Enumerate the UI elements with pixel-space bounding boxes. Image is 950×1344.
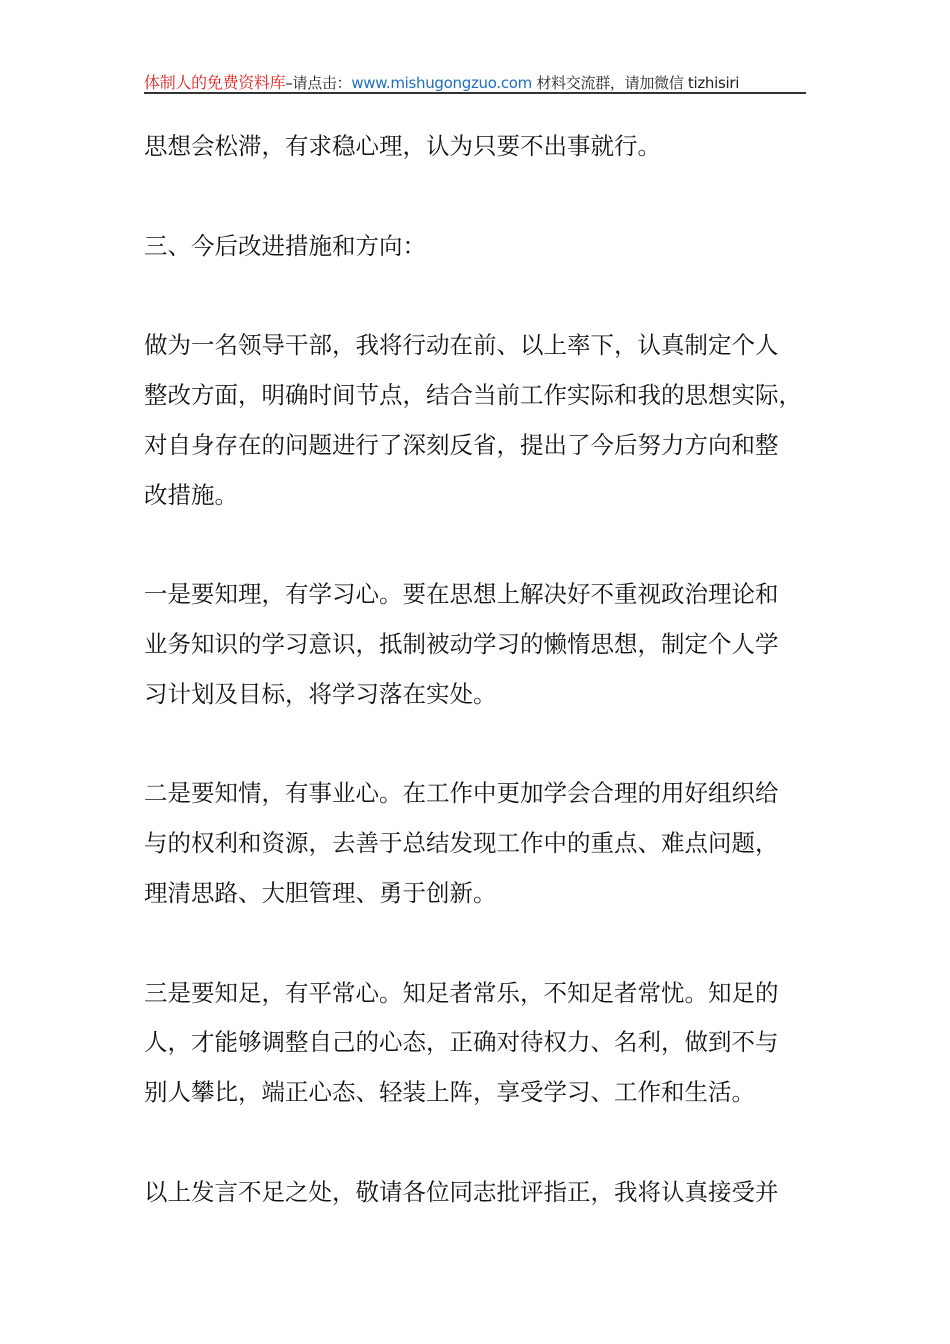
- paragraph-line: 思想会松滞，有求稳心理，认为只要不出事就行。: [144, 132, 661, 160]
- paragraph: [144, 574, 824, 723]
- paragraph-line: 与的权利和资源，去善于总结发现工作中的重点、难点问题，: [144, 829, 779, 858]
- paragraph: [144, 325, 824, 524]
- paragraph-line: 整改方面，明确时间节点，结合当前工作实际和我的思想实际，: [144, 380, 802, 409]
- header-brand: 体制人的免费资料库: [144, 73, 286, 92]
- paragraph-line: 以上发言不足之处，敬请各位同志批评指正，我将认真接受并: [144, 1177, 779, 1206]
- paragraph-line: 一是要知理，有学习心。要在思想上解决好不重视政治理论和: [144, 580, 779, 609]
- paragraph-line: 二是要知情，有事业心。在工作中更加学会合理的用好组织给: [144, 779, 779, 808]
- paragraph-line: 做为一名领导干部，我将行动在前、以上率下，认真制定个人: [144, 331, 779, 360]
- paragraph-gap: [144, 524, 824, 574]
- paragraph: [144, 1172, 824, 1222]
- paragraph-line: 理清思路、大胆管理、勇于创新。: [144, 878, 497, 907]
- paragraph: [144, 973, 824, 1122]
- header-suffix: 材料交流群，请加微信 tizhisiri: [531, 74, 740, 92]
- paragraph-line: 三、今后改进措施和方向：: [144, 231, 426, 260]
- paragraph-line: 习计划及目标，将学习落在实处。: [144, 679, 497, 708]
- header-divider: [144, 92, 806, 94]
- paragraph-line: 改措施。: [144, 480, 238, 509]
- paragraph: [144, 126, 824, 176]
- paragraph-line: 对自身存在的问题进行了深刻反省，提出了今后努力方向和整: [144, 430, 779, 459]
- paragraph: [144, 773, 824, 922]
- document-body: [144, 126, 824, 1222]
- header-prompt: –请点击：: [285, 74, 352, 92]
- paragraph-gap: [144, 1122, 824, 1172]
- paragraph-line: 别人攀比，端正心态、轻装上阵，享受学习、工作和生活。: [144, 1078, 755, 1107]
- paragraph: [144, 226, 824, 276]
- paragraph-gap: [144, 724, 824, 774]
- paragraph-line: 人，才能够调整自己的心态，正确对待权力、名利，做到不与: [144, 1028, 779, 1057]
- header-url-link[interactable]: www.mishugongzuo.com: [351, 74, 532, 92]
- paragraph-gap: [144, 923, 824, 973]
- paragraph-gap: [144, 275, 824, 325]
- paragraph-line: 业务知识的学习意识，抵制被动学习的懒惰思想，制定个人学: [144, 629, 779, 658]
- page-header: [144, 70, 806, 92]
- paragraph-gap: [144, 176, 824, 226]
- paragraph-line: 三是要知足，有平常心。知足者常乐，不知足者常忧。知足的: [144, 978, 779, 1007]
